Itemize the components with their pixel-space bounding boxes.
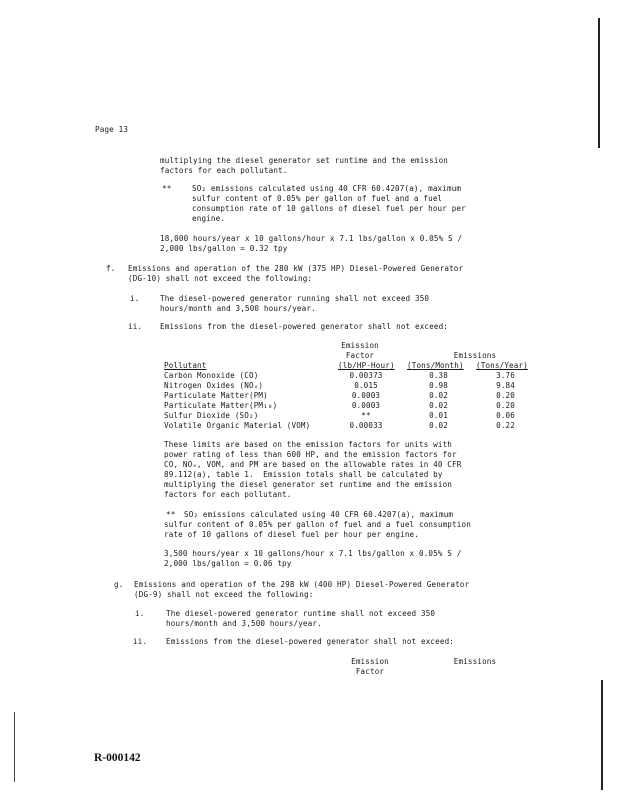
table-f-year: 0.06 (496, 411, 515, 420)
f-item-i-line-2: hours/month and 3,500 hours/year. (160, 304, 316, 313)
section-f-line-1: Emissions and operation of the 280 kW (375 HP) Diesel-Powered Generator (128, 264, 464, 273)
calc2-line-1: 3,500 hours/year x 10 gallons/hour x 7.1 lbs/gallon x 0.05% S / (164, 549, 462, 558)
table-g-header-emission: Emission (351, 657, 389, 666)
g-item-ii-marker: ii. (133, 637, 148, 646)
f-item-i-line-1: The diesel-powered generator running shall not exceed 350 (160, 294, 430, 303)
table-f-col-factor: (lb/HP-Hour) (338, 361, 395, 370)
table-f-col-year: (Tons/Year) (476, 361, 528, 370)
table-f-factor: ** (361, 411, 371, 420)
table-f-factor: 0.015 (354, 381, 378, 390)
table-g-header-factor: Factor (355, 667, 385, 676)
para2-line-1: These limits are based on the emission factors for units with (164, 440, 453, 449)
note1-line-1: SO₂ emissions calculated using 40 CFR 60.4207(a), maximum (192, 184, 462, 193)
table-f-pollutant: Sulfur Dioxide (SO₂) (164, 411, 259, 420)
table-f-col-pollutant: Pollutant (164, 361, 207, 370)
page-label: Page 13 (95, 125, 129, 134)
calc1-line-2: 2,000 lbs/gallon = 0.32 tpy (160, 244, 288, 253)
para2-line-3: CO, NOₓ, VOM, and PM are based on the allowable rates in 40 CFR (164, 460, 462, 469)
intro-line-1: multiplying the diesel generator set runtime and the emission (160, 156, 449, 165)
table-f-month: 0.02 (429, 401, 448, 410)
table-f-year: 0.22 (496, 421, 515, 430)
table-f-header-emission: Emission (341, 341, 379, 350)
table-f-factor: 0.00033 (349, 421, 383, 430)
section-f-marker: f. (106, 264, 116, 273)
table-f-month: 0.02 (429, 421, 448, 430)
table-f-month: 0.01 (429, 411, 448, 420)
bates-number: R-000142 (94, 752, 141, 764)
table-f-year: 0.20 (496, 391, 515, 400)
table-f-month: 0.98 (429, 381, 448, 390)
table-f-pollutant: Carbon Monoxide (CO) (164, 371, 259, 380)
table-g-header-emissions: Emissions (453, 657, 497, 666)
table-f-header-emissions: Emissions (453, 351, 497, 360)
table-f-month: 0.38 (429, 371, 448, 380)
table-f-header-factor: Factor (345, 351, 375, 360)
scan-edge-mark (601, 680, 603, 790)
para2-line-5: multiplying the diesel generator set runtime and the emission (164, 480, 453, 489)
calc2-line-2: 2,000 lbs/gallon = 0.06 tpy (164, 559, 292, 568)
f-item-ii-marker: ii. (128, 322, 143, 331)
note2-marker: ** (166, 510, 176, 519)
para2-line-6: factors for each pollutant. (164, 490, 292, 499)
table-f-col-month: (Tons/Month) (407, 361, 464, 370)
g-item-i-line-1: The diesel-powered generator runtime shall not exceed 350 (166, 609, 436, 618)
table-f-year: 0.20 (496, 401, 515, 410)
note1-line-4: engine. (192, 214, 226, 223)
table-f-factor: 0.00373 (349, 371, 383, 380)
table-f-factor: 0.0003 (351, 391, 381, 400)
intro-line-2: factors for each pollutant. (160, 166, 288, 175)
note1-marker: ** (162, 184, 172, 193)
table-f-month: 0.02 (429, 391, 448, 400)
scan-edge-mark (598, 18, 600, 148)
section-f-line-2: (DG-10) shall not exceed the following: (128, 274, 313, 283)
f-item-ii-text: Emissions from the diesel-powered generator shall not exceed: (160, 322, 449, 331)
table-f-pollutant: Volatile Organic Material (VOM) (164, 421, 311, 430)
table-f-pollutant: Particulate Matter(PM) (164, 391, 268, 400)
section-g-line-2: (DG-9) shall not exceed the following: (134, 590, 314, 599)
note2-line-3: rate of 10 gallons of diesel fuel per hour per engine. (164, 530, 419, 539)
g-item-ii-text: Emissions from the diesel-powered generator shall not exceed: (166, 637, 455, 646)
g-item-i-line-2: hours/month and 3,500 hours/year. (166, 619, 322, 628)
para2-line-2: power rating of less than 600 HP, and the emission factors for (164, 450, 457, 459)
scan-edge-mark (14, 712, 15, 782)
para2-line-4: 89.112(a), table 1. Emission totals shall be calculated by (164, 470, 443, 479)
note2-line-1: SO₂ emissions calculated using 40 CFR 60.4207(a), maximum (184, 510, 454, 519)
table-f-year: 3.76 (496, 371, 515, 380)
note1-line-2: sulfur content of 0.05% per gallon of fuel and a fuel (192, 194, 443, 203)
table-f-pollutant: Nitrogen Oxides (NOₓ) (164, 381, 264, 390)
section-g-marker: g. (114, 580, 124, 589)
calc1-line-1: 18,000 hours/year x 10 gallons/hour x 7.1 lbs/gallon x 0.05% S / (160, 234, 463, 243)
f-item-i-marker: i. (130, 294, 140, 303)
section-g-line-1: Emissions and operation of the 298 kW (400 HP) Diesel-Powered Generator (134, 580, 470, 589)
note2-line-2: sulfur content of 0.05% per gallon of fuel and a fuel consumption (164, 520, 471, 529)
g-item-i-marker: i. (135, 609, 145, 618)
table-f-year: 9.84 (496, 381, 515, 390)
table-f-pollutant: Particulate Matter(PM₁₀) (164, 401, 278, 410)
table-f-factor: 0.0003 (351, 401, 381, 410)
note1-line-3: consumption rate of 10 gallons of diesel fuel per hour per (192, 204, 466, 213)
